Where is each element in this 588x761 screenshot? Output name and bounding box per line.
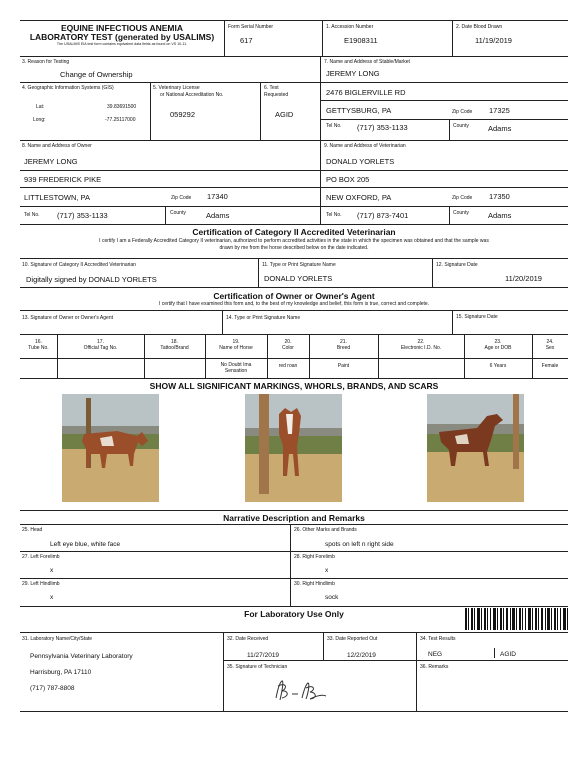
vet-tel-label: Tel No. — [326, 212, 342, 218]
horse-photo-left — [62, 394, 159, 502]
cert-owner-heading: Certification of Owner or Owner's Agent — [213, 291, 375, 301]
lab-remarks-label: 36. Remarks — [420, 664, 449, 670]
left-forelimb-value[interactable]: x — [50, 567, 54, 574]
test-results-label: 34. Test Results — [420, 636, 456, 642]
form-title — [20, 24, 224, 47]
vet-print-value[interactable]: DONALD YORLETS — [264, 274, 333, 283]
vet-sig-date-label: 12. Signature Date — [436, 262, 478, 268]
owner-signature-label: 13. Signature of Owner or Owner's Agent — [22, 315, 114, 321]
cert-vet-heading: Certification of Category II Accredited Veterinarian — [192, 227, 396, 237]
other-marks-label: 26. Other Marks and Brands — [294, 527, 357, 533]
stable-county-label: County — [453, 123, 469, 129]
stable-tel-label: Tel No. — [326, 123, 342, 129]
vet-zip[interactable]: 17350 — [489, 192, 510, 201]
vet-city[interactable]: NEW OXFORD, PA — [326, 193, 392, 202]
right-forelimb-value[interactable]: x — [325, 567, 329, 574]
vet-signature-label: 10. Signature of Category II Accredited Veterinarian — [22, 262, 136, 268]
col-23-header: 23. Age or DOB — [484, 339, 512, 351]
date-drawn-value[interactable]: 11/19/2019 — [475, 36, 512, 45]
horse-sex-cell[interactable]: Female — [541, 363, 559, 369]
vet-address-label: 9. Name and Address of Veterinarian — [324, 143, 406, 149]
stable-zip-label: Zip Code — [452, 109, 473, 115]
vet-tel[interactable]: (717) 873-7401 — [357, 211, 409, 220]
test-result-value[interactable]: NEG — [428, 651, 443, 658]
col-16-header: 16. Tube No. — [28, 339, 49, 351]
stable-county[interactable]: Adams — [488, 124, 512, 133]
owner-zip[interactable]: 17340 — [207, 192, 228, 201]
form-title-line2: LABORATORY TEST (generated by USALIMS) — [29, 32, 215, 42]
owner-county-label: County — [170, 210, 186, 216]
owner-label: 8. Name and Address of Owner — [22, 143, 92, 149]
vet-print-label: 11. Type or Print Signature Name — [262, 262, 336, 268]
owner-county[interactable]: Adams — [206, 211, 230, 220]
vet-county[interactable]: Adams — [488, 211, 512, 220]
cert-owner-text: I certify that I have examined this form and, to the best of my knowledge and belief, this form is true, correct and complete. — [158, 301, 430, 307]
cert-vet-text-2: drawn by me from the horse described below on the date indicated. — [219, 244, 369, 251]
owner-print-label: 14. Type or Print Signature Name — [226, 315, 301, 321]
vet-county-label: County — [453, 210, 469, 216]
horse-age-cell[interactable]: 6 Years — [489, 363, 507, 369]
gis-label: 4. Geographic Information Systems (GIS) — [22, 85, 114, 91]
vet-zip-label: Zip Code — [452, 195, 473, 201]
lab-name[interactable]: Pennsylvania Veterinary Laboratory — [30, 653, 133, 660]
left-hindlimb-value[interactable]: x — [50, 594, 54, 601]
right-hindlimb-value[interactable]: sock — [325, 594, 339, 601]
cert-vet-text-1: I certify I am a Federally Accredited Category II veterinarian, authorized to perform accredited activities in the state in which the specimen was obtained and that the sample was — [99, 238, 489, 244]
date-reported-value[interactable]: 12/2/2019 — [347, 652, 376, 659]
head-value[interactable]: Left eye blue, white face — [50, 541, 121, 548]
gis-long-label: Long: — [33, 117, 46, 123]
vet-signature-value[interactable]: Digitally signed by DONALD YORLETS — [26, 275, 157, 284]
owner-tel[interactable]: (717) 353-1133 — [57, 211, 108, 220]
head-label: 25. Head — [22, 527, 43, 533]
horse-photo-right — [427, 394, 524, 502]
vet-license-label-2: or National Accreditation No. — [160, 92, 224, 98]
right-hindlimb-label: 30. Right Hindlimb — [294, 581, 335, 587]
accession-value[interactable]: E1908311 — [344, 36, 378, 45]
test-result-method[interactable]: AGID — [500, 651, 516, 658]
col-18-header: 18. Tattoo/Brand — [160, 339, 189, 351]
form-title-line1: EQUINE INFECTIOUS ANEMIA — [61, 23, 183, 33]
stable-street[interactable]: 2476 BIGLERVILLE RD — [326, 88, 406, 97]
owner-city[interactable]: LITTLESTOWN, PA — [24, 193, 90, 202]
test-requested-label-2: Requested — [264, 92, 289, 98]
left-forelimb-label: 27. Left Forelimb — [22, 554, 60, 560]
col-19-header: 19. Name of Horse — [219, 339, 253, 351]
vet-name[interactable]: DONALD YORLETS — [326, 157, 395, 166]
stable-zip[interactable]: 17325 — [489, 106, 510, 115]
gis-long-value[interactable]: -77.25117000 — [105, 117, 136, 123]
test-requested-value[interactable]: AGID — [275, 110, 294, 119]
col-20-header: 20. Color — [282, 339, 294, 351]
cert-vet-text — [20, 238, 568, 251]
gis-lat-label: Lat: — [36, 104, 45, 110]
right-forelimb-label: 28. Right Forelimb — [294, 554, 335, 560]
technician-signature-label: 35. Signature of Technician — [227, 664, 288, 670]
reason-value[interactable]: Change of Ownership — [60, 70, 133, 79]
serial-label: Form Serial Number — [228, 24, 274, 30]
stable-tel[interactable]: (717) 353-1133 — [357, 123, 408, 132]
lab-city[interactable]: Harrisburg, PA 17110 — [30, 669, 92, 676]
lab-heading: For Laboratory Use Only — [244, 609, 344, 619]
narrative-heading: Narrative Description and Remarks — [223, 513, 365, 523]
owner-tel-label: Tel No. — [24, 212, 40, 218]
owner-sig-date-label: 15. Signature Date — [456, 314, 498, 320]
horse-breed-cell[interactable]: Paint — [337, 363, 350, 369]
gis-lat-value[interactable]: 39.83691500 — [107, 104, 137, 110]
technician-signature — [268, 678, 332, 706]
vet-license-value[interactable]: 059292 — [170, 110, 196, 119]
owner-name[interactable]: JEREMY LONG — [24, 157, 78, 166]
date-received-value[interactable]: 11/27/2019 — [247, 652, 280, 659]
horse-name-cell[interactable]: No Doubt Ima Sensation — [220, 362, 252, 374]
horse-color-cell[interactable]: red roan — [278, 363, 298, 369]
owner-zip-label: Zip Code — [171, 195, 192, 201]
owner-street[interactable]: 939 FREDERICK PIKE — [24, 175, 102, 184]
reason-label: 3. Reason for Testing — [22, 59, 70, 65]
form-title-note: The USALIMS EIA test form contains equivalent data fields as found on VS 10-11. — [56, 42, 188, 46]
date-reported-label: 33. Date Reported Out — [327, 636, 378, 642]
lab-phone[interactable]: (717) 787-8808 — [30, 685, 75, 692]
col-21-header: 21. Breed — [336, 339, 351, 351]
date-received-label: 32. Date Received — [227, 636, 269, 642]
barcode — [465, 608, 568, 630]
col-22-header: 22. Electronic I.D. No. — [400, 339, 442, 351]
col-24-header: 24. Sex — [545, 339, 555, 351]
stable-label: 7. Name and Address of Stable/Market — [324, 59, 410, 65]
col-17-header: 17. Official Tag No. — [83, 339, 118, 351]
horse-photo-center — [245, 394, 342, 502]
vet-street[interactable]: PO BOX 205 — [326, 175, 370, 184]
markings-heading: SHOW ALL SIGNIFICANT MARKINGS, WHORLS, BRANDS, AND SCARS — [149, 381, 439, 391]
stable-city[interactable]: GETTYSBURG, PA — [326, 106, 392, 115]
vet-license-label-1: 5. Veterinary License — [153, 85, 200, 91]
serial-value[interactable]: 617 — [240, 36, 253, 45]
left-hindlimb-label: 29. Left Hindlimb — [22, 581, 60, 587]
lab-name-label: 31. Laboratory Name/City/State — [22, 636, 93, 642]
date-drawn-label: 2. Date Blood Drawn — [456, 24, 503, 30]
stable-name[interactable]: JEREMY LONG — [326, 69, 380, 78]
vet-sig-date-value[interactable]: 11/20/2019 — [505, 274, 542, 283]
accession-label: 1. Accession Number — [326, 24, 374, 30]
test-requested-label-1: 6. Test — [264, 85, 279, 91]
other-marks-value[interactable]: spots on left n right side — [325, 541, 394, 548]
